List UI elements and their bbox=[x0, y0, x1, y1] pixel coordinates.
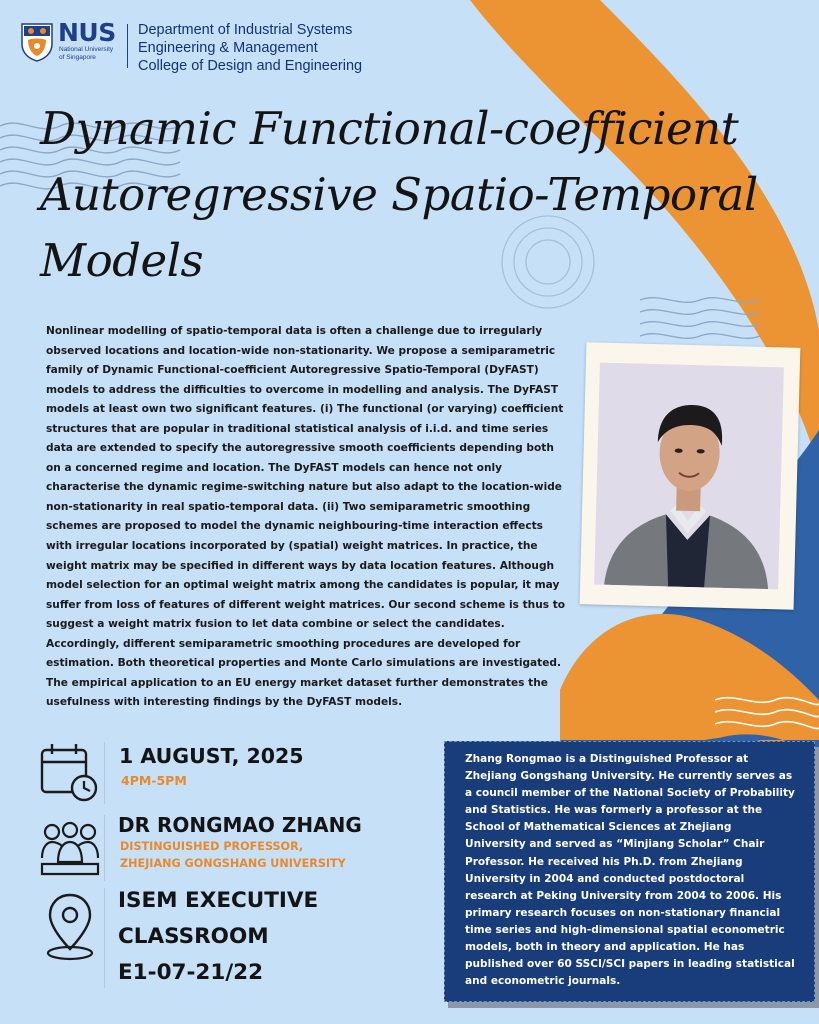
title-line-2: Autoregressive Spatio-Temporal bbox=[40, 168, 758, 221]
department-name bbox=[138, 21, 362, 75]
venue-divider bbox=[104, 888, 105, 988]
speaker-title-line-2: ZHEJIANG GONGSHANG UNIVERSITY bbox=[120, 857, 346, 870]
date-divider bbox=[104, 742, 105, 804]
department-line-2: Engineering & Management bbox=[138, 40, 318, 56]
nus-logo-subtitle-line-2: of Singapore bbox=[59, 54, 96, 61]
nus-logo-text: NUS bbox=[58, 18, 116, 47]
speaker-bio-box bbox=[444, 741, 815, 1002]
venue-line-2: CLASSROOM bbox=[118, 924, 269, 949]
event-time: 4PM-5PM bbox=[121, 773, 187, 788]
speaker-divider bbox=[104, 815, 105, 881]
abstract-text: Nonlinear modelling of spatio-temporal data is often a challenge due to irregularly observed locations and location-wide non-stationarity. We propose a semiparametric family of Dynamic Functional-coefficient Autoregressive Spatio-Temporal (DyFAST) models to address the difficulties to overcome in modelling and analysis. The DyFAST models at least own two significant features. (i) The functional (or varying) coefficient structures that are popular in traditional statistical analysis of i.i.d. and time series data are extended to specify the autoregressive smooth coefficients depending both on a concerned regime and location. The DyFAST models can hence not only characterise the dynamic regime-switching nature but also adapt to the location-wide non-stationarity in real spatio-temporal data. (ii) Two semiparametric smoothing schemes are proposed to model the dynamic neighbouring-time interaction effects with irregular locations incorporated by (spatial) weight matrices. In practice, the weight matrix may be specified in different ways by data location features. Although model selection for an optimal weight matrix among the candidates is popular, it may suffer from loss of features of different weight matrices. Our second scheme is thus to suggest a weight matrix fusion to let data combine or select the candidates. Accordingly, different semiparametric smoothing procedures are developed for estimation. Both theoretical properties and Monte Carlo simulations are investigated. The empirical application to an EU energy market dataset further demonstrates the usefulness with interesting findings by the DyFAST models. bbox=[46, 325, 566, 709]
speaker-photo-frame bbox=[580, 342, 801, 610]
speaker-portrait-icon bbox=[594, 363, 784, 590]
seminar-title bbox=[40, 96, 760, 294]
event-date: 1 AUGUST, 2025 bbox=[119, 744, 304, 768]
header-divider bbox=[127, 24, 128, 68]
speaker-photo bbox=[594, 363, 784, 590]
map-pin-icon bbox=[38, 891, 102, 963]
venue-line-1: ISEM EXECUTIVE bbox=[118, 888, 319, 913]
nus-logo-subtitle-line-1: National University bbox=[59, 46, 114, 53]
venue-line-3: E1-07-21/22 bbox=[118, 960, 264, 985]
speaker-name: DR RONGMAO ZHANG bbox=[118, 813, 362, 837]
speaker-title-line-1: DISTINGUISHED PROFESSOR, bbox=[120, 840, 304, 853]
nus-crest-icon bbox=[20, 22, 54, 62]
title-line-1: Dynamic Functional-coefficient bbox=[40, 102, 739, 155]
group-icon bbox=[38, 818, 102, 884]
department-line-3: College of Design and Engineering bbox=[138, 58, 363, 74]
title-line-3: Models bbox=[40, 234, 204, 287]
calendar-clock-icon bbox=[38, 740, 102, 806]
department-line-1: Department of Industrial Systems bbox=[138, 22, 353, 38]
speaker-bio-text: Zhang Rongmao is a Distinguished Professor at Zhejiang Gongshang University. He currently serves as a council member of the National Society of Probability and Statistics. He was formerly a professor at the School of Mathematical Sciences at Zhejiang University and served as “Minjiang Scholar” Chair Professor. He received his Ph.D. from Zhejiang University in 2004 and conducted postdoctoral research at Peking University from 2004 to 2006. His primary research focuses on non-stationary financial time series and high-dimensional spatial econometric models, both in theory and application. He has published over 60 SSCI/SCI papers in leading statistical and econometric journals. bbox=[465, 753, 795, 988]
nus-logo-subtitle bbox=[59, 46, 113, 62]
